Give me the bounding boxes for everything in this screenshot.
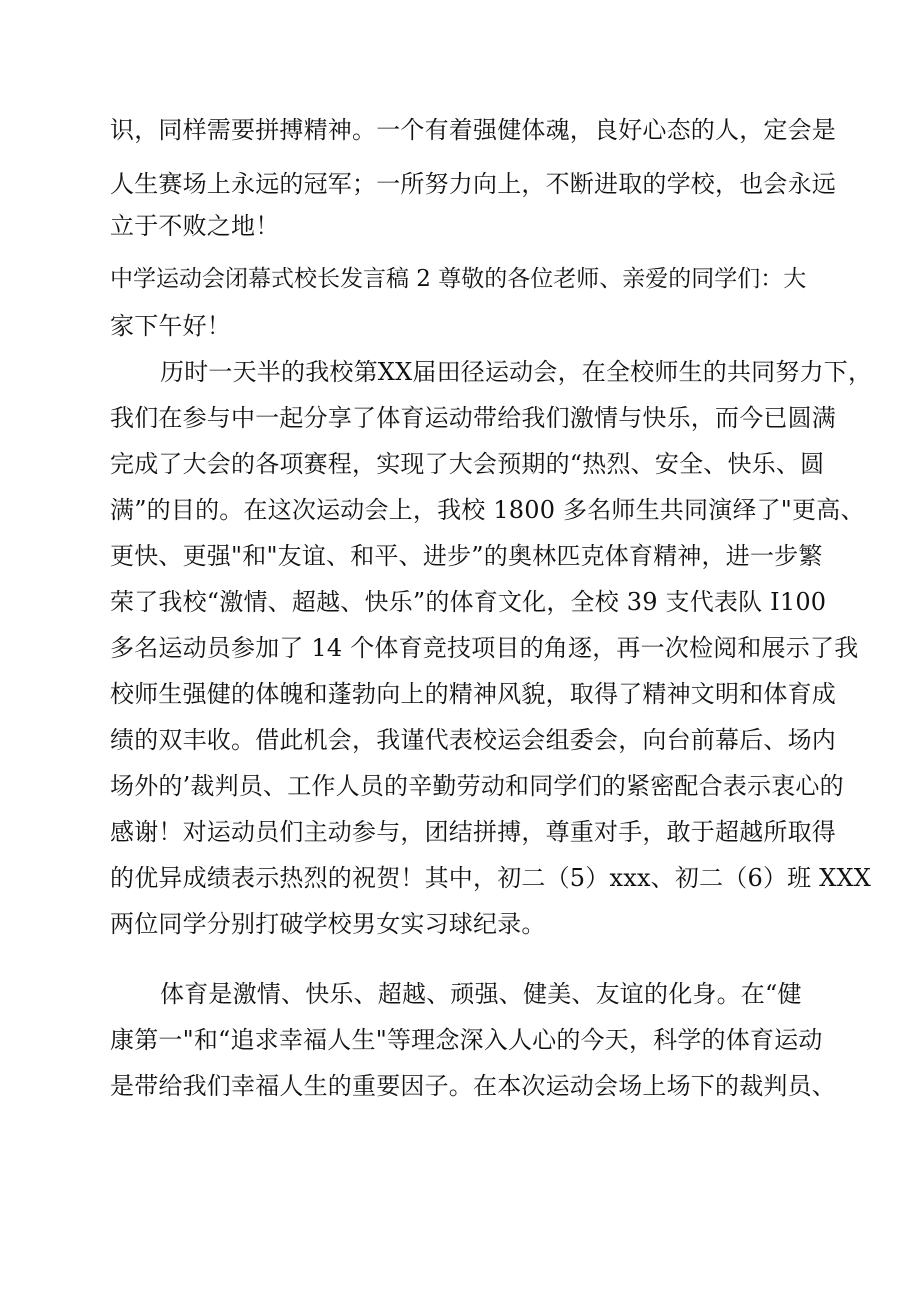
text-line: 场外的’裁判员、工作人员的辛勤劳动和同学们的紧密配合表示衷心的 (110, 772, 844, 800)
text-line: 感谢！对运动员们主动参与，团结拼搏，尊重对手，敢于超越所取得 (110, 818, 836, 846)
text-line: 康第一"和“追求幸福人生"等理念深入人心的今天，科学的体育运动 (110, 1026, 823, 1054)
section-heading: 中学运动会闭幕式校长发言稿 2 尊敬的各位老师、亲爱的同学们：大 (110, 266, 807, 292)
text-line: 两位同学分别打破学校男女实习球纪录。 (110, 910, 546, 938)
paragraph-first-line: 体育是激情、快乐、超越、顽强、健美、友谊的化身。在“健 (160, 980, 802, 1008)
text-line: 绩的双丰收。借此机会，我谨代表校运会组委会，向台前幕后、场内 (110, 726, 836, 754)
text-line: 识，同样需要拼搏精神。一个有着强健体魂，良好心态的人，定会是 (110, 116, 836, 144)
text-line: 的优异成绩表示热烈的祝贺！其中，初二（5）xxx、初二（6）班 XXX (110, 864, 872, 892)
text-line: 家下午好！ (110, 312, 231, 340)
text-line: 是带给我们幸福人生的重要因子。在本次运动会场上场下的裁判员、 (110, 1072, 836, 1100)
text-line: 校师生强健的体魄和蓬勃向上的精神风貌，取得了精神文明和体育成 (110, 680, 836, 708)
text-line: 多名运动员参加了 14 个体育竞技项目的角逐，再一次检阅和展示了我 (110, 634, 859, 662)
text-line: 荣了我校“激情、超越、快乐”的体育文化，全校 39 支代表队 I100 (110, 588, 827, 616)
text-line: 更快、更强"和"友谊、和平、进步”的奥林匹克体育精神，进一步繁 (110, 542, 823, 570)
paragraph-first-line: 历时一天半的我校第XX届田径运动会，在全校师生的共同努力下， (160, 358, 873, 386)
text-line: 完成了大会的各项赛程，实现了大会预期的“热烈、安全、快乐、圆 (110, 450, 825, 478)
text-line: 立于不败之地！ (110, 212, 280, 240)
text-line: 我们在参与中一起分享了体育运动带给我们激情与快乐，而今已圆满 (110, 404, 836, 432)
text-line: 人生赛场上永远的冠军；一所努力向上，不断进取的学校，也会永远 (110, 170, 836, 198)
text-line: 满”的目的。在这次运动会上，我校 1800 多名师生共同演绎了"更高、 (110, 496, 865, 524)
